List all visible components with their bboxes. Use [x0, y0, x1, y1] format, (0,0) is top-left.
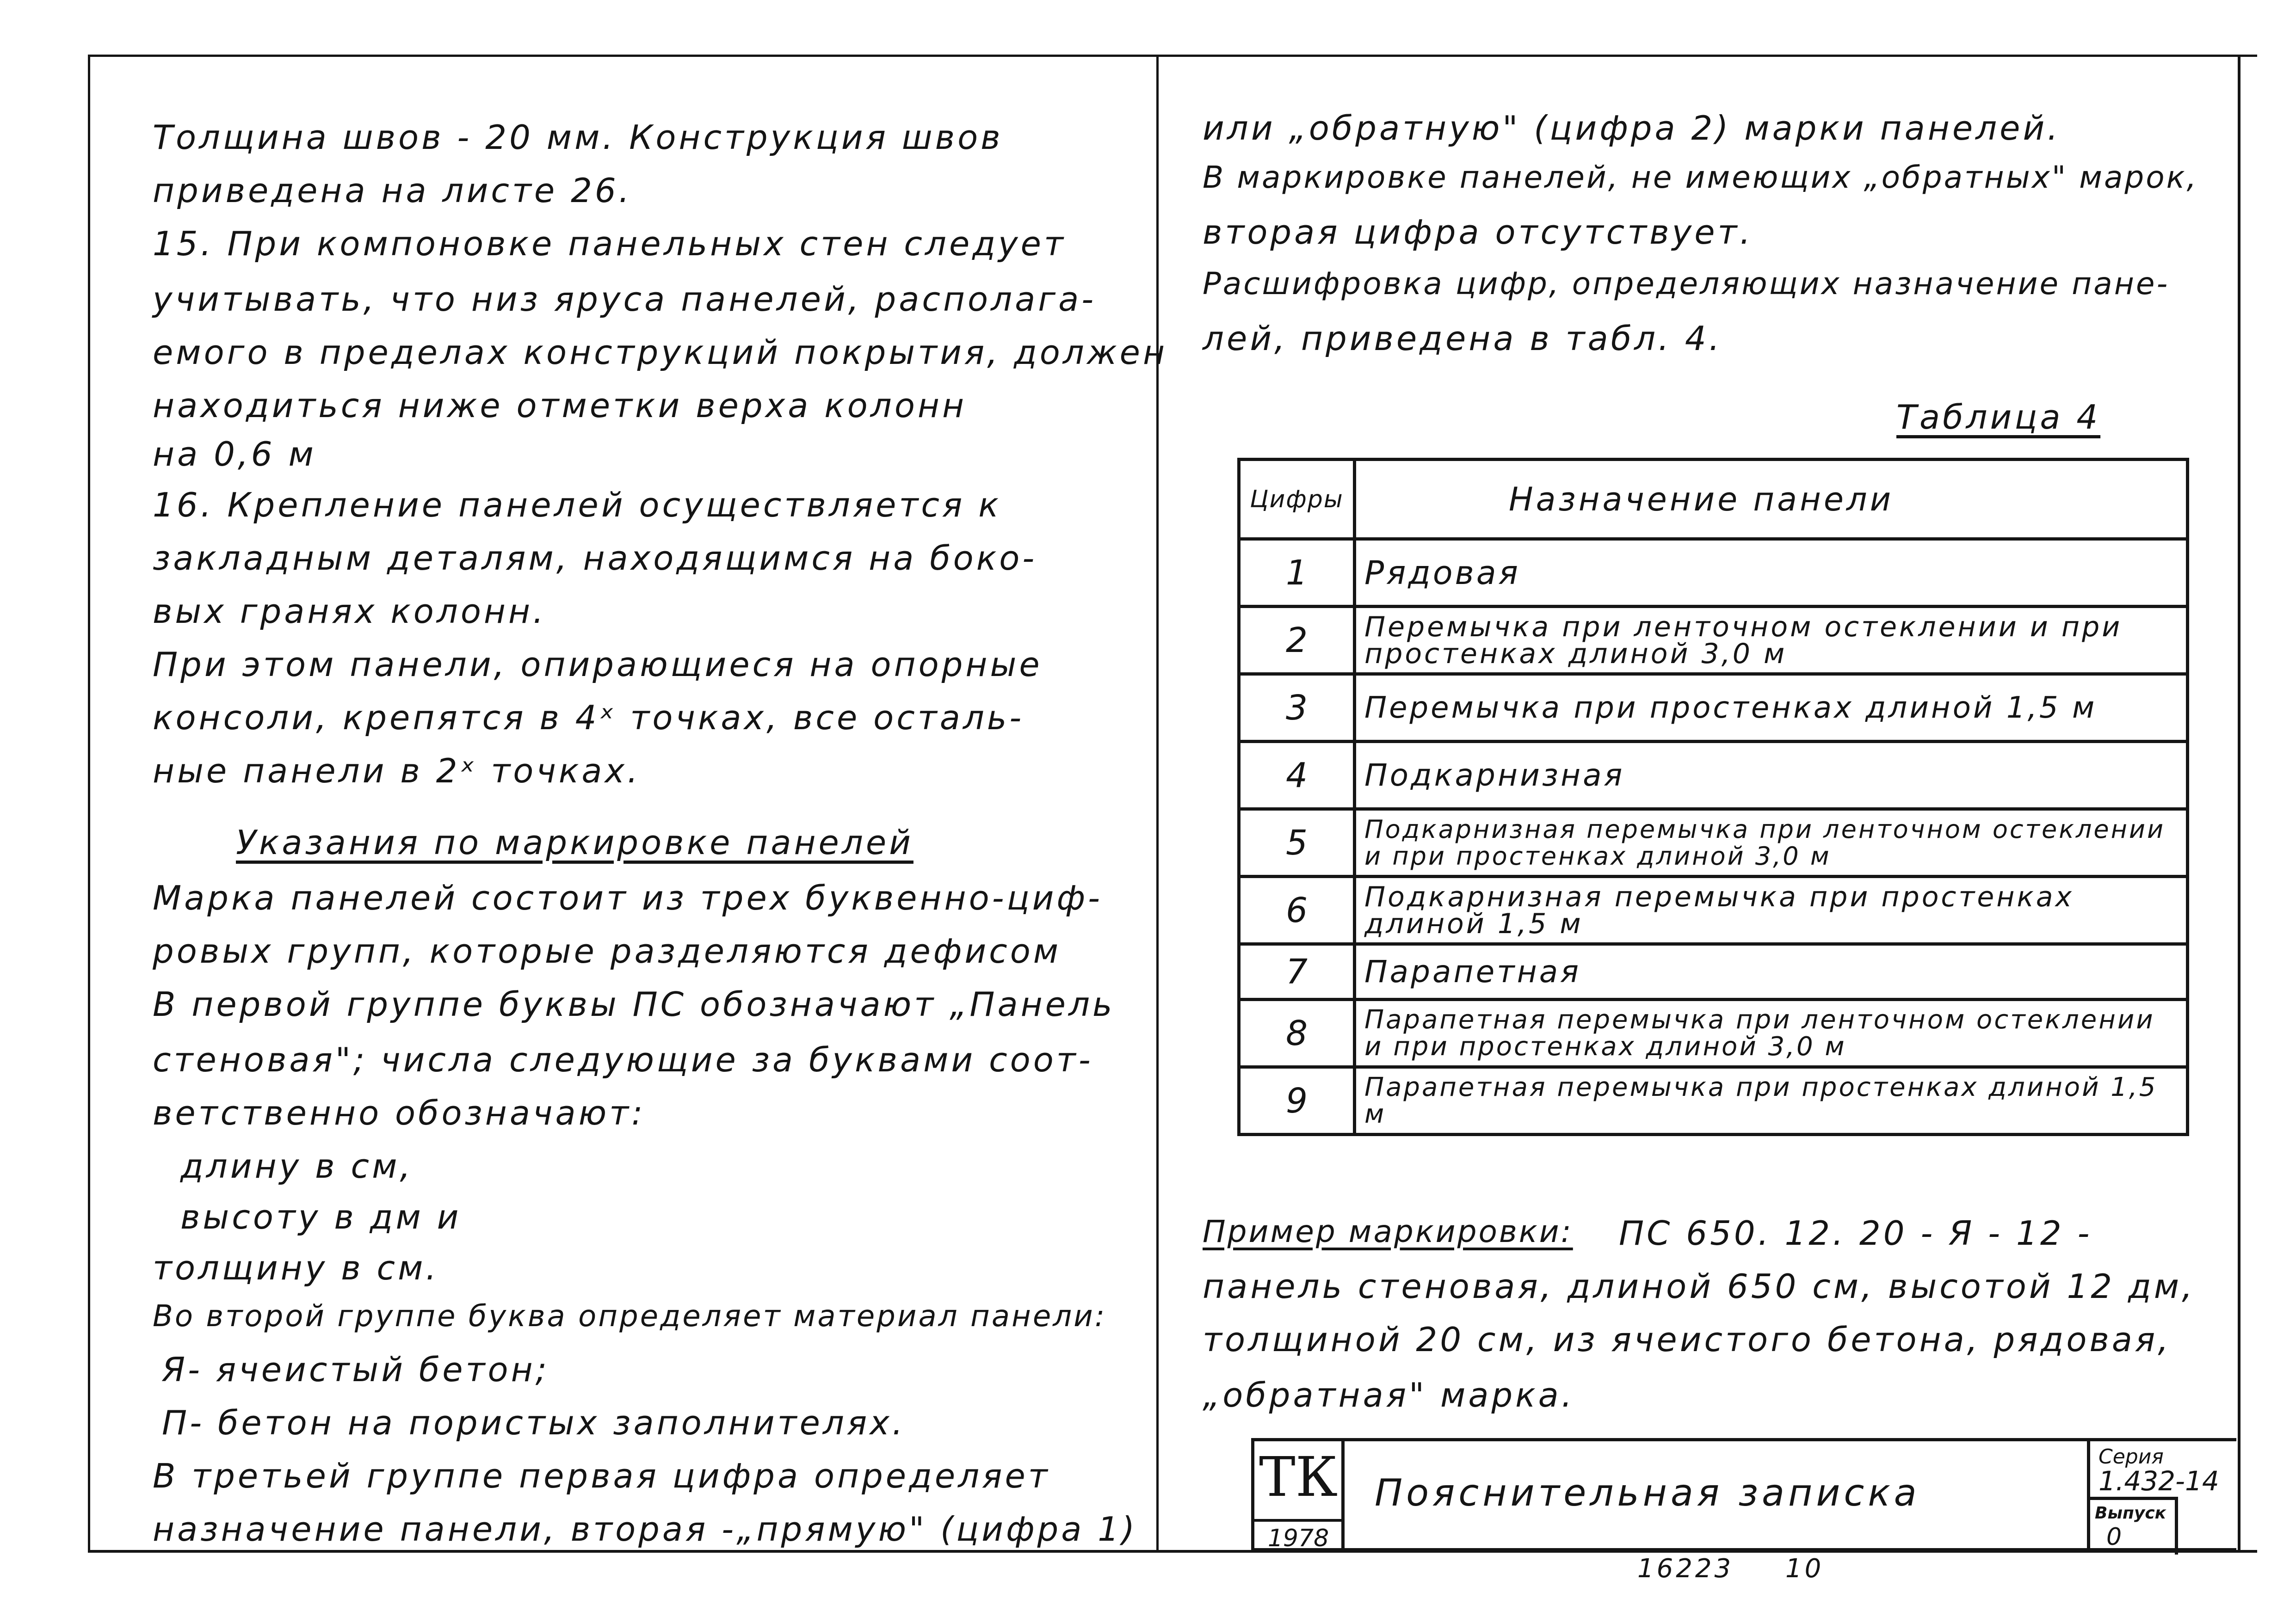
text-line: Толщина швов - 20 мм. Конструкция швов [153, 118, 1003, 157]
text-line: приведена на листе 26. [153, 171, 632, 210]
table-row [1239, 607, 2188, 674]
text-line: 15. При компоновке панельных стен следует [153, 224, 1066, 263]
document-title: Пояснительная записка [1375, 1471, 1920, 1514]
panel-purpose-table [1237, 458, 2189, 1136]
frame-left [88, 55, 90, 1553]
row-description: Перемычка при простенках длиной 1,5 м [1355, 674, 2188, 742]
row-description: Перемычка при ленточном остеклении и при простенках длиной 3,0 м [1355, 607, 2188, 674]
row-number: 8 [1239, 1000, 1355, 1067]
row-description: Рядовая [1355, 539, 2188, 607]
row-number: 7 [1239, 944, 1355, 1000]
row-number: 5 [1239, 809, 1355, 877]
series-box [2087, 1441, 2240, 1551]
table-caption: Таблица 4 [1896, 398, 2101, 436]
tk-year: 1978 [1254, 1519, 1342, 1552]
text-line: ветственно обозначают: [153, 1094, 646, 1132]
text-line: вторая цифра отсутствует. [1203, 213, 1753, 252]
table-row [1239, 539, 2188, 607]
text-line: находиться ниже отметки верха колонн [153, 386, 967, 425]
text-line: стеновая"; числа следующие за буквами соот- [153, 1040, 1093, 1079]
text-line: или „обратную" (цифра 2) марки панелей. [1203, 109, 2061, 148]
text-line: лей, приведена в табл. 4. [1203, 319, 1722, 358]
text-line: ные панели в 2ˣ точках. [153, 751, 641, 790]
text-line: закладным деталям, находящимся на боко- [153, 539, 1037, 578]
row-description: Подкарнизная [1355, 742, 2188, 809]
text-line: „обратная" марка. [1203, 1376, 1575, 1414]
text-line: В первой группе буквы ПС обозначают „Панель [153, 985, 1115, 1024]
row-description: Подкарнизная перемычка при простенках длиной 1,5 м [1355, 877, 2188, 944]
row-description: Парапетная перемычка при ленточном остеклении и при простенках длиной 3,0 м [1355, 1000, 2188, 1067]
row-description: Парапетная перемычка при простенках длиной 1,5 м [1355, 1067, 2188, 1135]
table-row [1239, 742, 2188, 809]
table-header-purpose: Назначение панели [1355, 460, 2188, 539]
text-line: учитывать, что низ яруса панелей, располага- [153, 280, 1097, 319]
frame-right [2238, 55, 2240, 1553]
marking-heading: Указания по маркировке панелей [236, 823, 913, 862]
archive-number: 16223 [1637, 1554, 1734, 1584]
text-line: Марка панелей состоит из трех буквенно-циф- [153, 879, 1103, 917]
table-row [1239, 1067, 2188, 1135]
tk-letters: ТК [1259, 1445, 1338, 1509]
text-line: консоли, крепятся в 4ˣ точках, все осталь- [153, 698, 1025, 737]
text-line: ровых групп, которые разделяются дефисом [153, 932, 1062, 971]
column-divider [1156, 55, 1159, 1553]
row-number: 9 [1239, 1067, 1355, 1135]
text-line: При этом панели, опирающиеся на опорные [153, 645, 1043, 684]
issue-label: Выпуск [2095, 1504, 2166, 1523]
table-row [1239, 877, 2188, 944]
issue-cell [2090, 1497, 2178, 1555]
row-description: Парапетная [1355, 944, 2188, 1000]
text-line: В третьей группе первая цифра определяет [153, 1457, 1050, 1495]
series-value: 1.432-14 [2098, 1465, 2219, 1497]
row-description: Подкарнизная перемычка при ленточном остеклении и при простенках длиной 3,0 м [1355, 809, 2188, 877]
table-header-digits: Цифры [1239, 460, 1355, 539]
table-row [1239, 809, 2188, 877]
series-label: Серия [2098, 1445, 2164, 1469]
text-line: толщину в см. [153, 1248, 439, 1287]
row-number: 1 [1239, 539, 1355, 607]
row-number: 3 [1239, 674, 1355, 742]
text-line: П- бетон на пористых заполнителях. [162, 1403, 906, 1442]
text-line: назначение панели, вторая -„прямую" (цифра 1) [153, 1510, 1138, 1549]
row-number: 2 [1239, 607, 1355, 674]
tk-stamp [1254, 1441, 1345, 1552]
text-line: высоту в дм и [180, 1198, 462, 1236]
row-number: 4 [1239, 742, 1355, 809]
text-line: вых гранях колонн. [153, 592, 546, 631]
sheet-number: 10 [1785, 1554, 1824, 1584]
table-row [1239, 944, 2188, 1000]
issue-value: 0 [2106, 1523, 2122, 1551]
table-row [1239, 674, 2188, 742]
text-line: панель стеновая, длиной 650 см, высотой 12 дм, [1203, 1267, 2195, 1306]
text-line: длину в см, [180, 1147, 414, 1186]
example-code: ПС 650. 12. 20 - Я - 12 - [1619, 1214, 2092, 1253]
title-block [1251, 1438, 2236, 1551]
table-row [1239, 1000, 2188, 1067]
text-line: Расшифровка цифр, определяющих назначение пане- [1203, 266, 2170, 301]
text-line: В маркировке панелей, не имеющих „обратных" марок, [1203, 160, 2198, 195]
text-line: 16. Крепление панелей осуществляется к [153, 486, 1001, 524]
text-line: толщиной 20 см, из ячеистого бетона, рядовая, [1203, 1320, 2172, 1359]
text-line: на 0,6 м [153, 435, 316, 473]
text-line: Я- ячеистый бетон; [162, 1350, 549, 1389]
row-number: 6 [1239, 877, 1355, 944]
frame-top [88, 55, 2257, 57]
text-line: Во второй группе буква определяет материал панели: [153, 1299, 1107, 1334]
text-line: емого в пределах конструкций покрытия, должен [153, 333, 1168, 372]
example-label: Пример маркировки: [1203, 1214, 1573, 1249]
